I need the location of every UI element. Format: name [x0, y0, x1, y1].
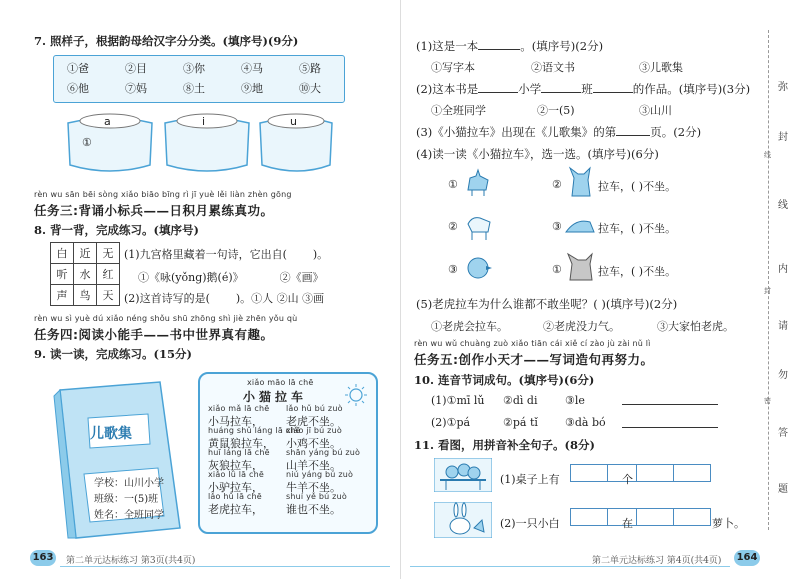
page-number-right: 164 — [734, 550, 760, 566]
binding-line — [768, 30, 770, 530]
wolf-icon — [564, 250, 596, 284]
task4-heading: 任务四:阅读小能手——书中世界真有趣。 — [34, 327, 274, 342]
task5-pinyin: rèn wu wǔ chuàng zuò xiǎo tiān cái xiě cí zào jù zài nǔ lì — [414, 339, 651, 348]
basket-illustrations — [60, 105, 340, 185]
char-item: ⑩大 — [299, 82, 321, 95]
side-char: 请 — [778, 321, 788, 332]
side-small: 密 — [764, 397, 771, 405]
basket-example: ① — [82, 136, 92, 149]
q9-title: 9. 读一读，完成练习。(15分) — [34, 347, 192, 361]
grid-cell: 白 — [51, 243, 74, 264]
q9-4-row1-num1: ① — [448, 178, 458, 191]
q11-s2-middle: 在 — [622, 517, 633, 530]
grid-cell: 天 — [97, 285, 120, 306]
q11-s2-suffix: 萝卜。 — [712, 517, 745, 530]
nine-grid — [50, 242, 120, 306]
char-item: ③你 — [183, 62, 205, 75]
book-class: 班级：一(5)班 — [94, 494, 159, 505]
q7-row1 — [67, 60, 321, 76]
grid-cell: 红 — [97, 264, 120, 285]
q9-2-options: ①全班同学 ②一(5) ③山川 — [431, 104, 672, 117]
q7-title: 7. 照样子，根据韵母给汉字分分类。(填序号)(9分) — [34, 34, 299, 48]
char-item: ②目 — [125, 62, 147, 75]
donkey-icon — [462, 168, 494, 198]
footer-rule-right — [410, 566, 730, 567]
q7-row2 — [67, 80, 321, 96]
side-small: 线 — [764, 151, 771, 159]
q9-1-options: ①写字本 ②语文书 ③儿歌集 — [431, 61, 683, 74]
weasel-icon — [564, 208, 596, 240]
char-item: ⑦妈 — [125, 82, 147, 95]
q9-4-row3-num2: ① — [552, 263, 562, 276]
poem-line: huī láng lā chē shān yáng bú zuò 灰狼拉车， 山羊不坐。 — [208, 448, 361, 472]
basket-label-a: a — [104, 115, 111, 128]
q11-s1-middle: 个 — [622, 473, 633, 486]
poem-title-pinyin: xiǎo māo lā chē — [247, 378, 314, 387]
q8-line2: ①《咏(yǒng)鹅(é)》 ②《画》 — [138, 271, 324, 284]
footer-right: 第二单元达标练习 第4页(共4页) — [592, 556, 722, 566]
q9-2: (2)这本书是 小学 班 的作品。(填序号)(3分) — [416, 82, 751, 96]
q10-title: 10. 连音节词成句。(填序号)(6分) — [414, 373, 595, 387]
cat-icon — [564, 164, 596, 200]
page-divider — [400, 0, 401, 579]
poem-line: huáng shǔ láng lā chēxiǎo jī bú zuò 黄鼠狼拉车， 小鸡不坐。 — [208, 426, 342, 450]
grid-cell: 声 — [51, 285, 74, 306]
q11-s1-prefix: (1)桌子上有 — [500, 473, 560, 486]
page-number-left: 163 — [30, 550, 56, 566]
grid-cell: 鸟 — [74, 285, 97, 306]
q8-title: 8. 背一背，完成练习。(填序号) — [34, 223, 199, 237]
basket-label-i: i — [202, 115, 206, 128]
q9-4-title: (4)读一读《小猫拉车》，选一选。(填序号)(6分) — [416, 147, 659, 161]
task3-pinyin: rèn wu sān bēi sòng xiǎo biāo bīng rì jī yuè lěi liàn zhèn gōng — [34, 190, 292, 199]
char-item: ⑤路 — [299, 62, 321, 75]
grid-cell: 听 — [51, 264, 74, 285]
task5-heading: 任务五:创作小天才——写词造句再努力。 — [414, 352, 654, 367]
q8-line1: (1)九宫格里藏着一句诗，它出自( )。 — [124, 248, 329, 261]
char-item: ①爸 — [67, 62, 89, 75]
book-name: 姓名：全班同学 — [94, 510, 164, 521]
side-char: 封 — [778, 132, 788, 143]
q11-title: 11. 看图，用拼音补全句子。(8分) — [414, 438, 595, 452]
side-char: 内 — [778, 264, 788, 275]
side-char: 勿 — [778, 370, 788, 381]
goat-icon — [462, 210, 494, 242]
q9-4-row3-num1: ③ — [448, 263, 458, 276]
q11-s2-prefix: (2)一只小白 — [500, 517, 560, 530]
basket-label-u: u — [290, 115, 297, 128]
footer-rule-left — [60, 566, 390, 567]
book-school: 学校：山川小学 — [94, 478, 164, 489]
q9-4-row2-num1: ② — [448, 220, 458, 233]
side-char: 答 — [778, 428, 788, 439]
task3-heading: 任务三:背诵小标兵——日积月累练真功。 — [34, 203, 274, 218]
q10-row1: (1)①mī lǔ ②dì di ③le — [431, 394, 585, 407]
q8-line3: (2)这首诗写的是( )。①人 ②山 ③画 — [124, 292, 325, 305]
q9-4-row2-text: 拉车，( )不坐。 — [598, 222, 677, 235]
poem-line: xiǎo lǘ lā chē niú yáng bú zuò 小驴拉车， 牛羊不坐。 — [208, 470, 354, 494]
poem-line: lǎo hǔ lā chē shuí yě bú zuò 老虎拉车， 谁也不坐。 — [208, 492, 347, 516]
poem-title: 小猫拉车 — [243, 390, 308, 404]
char-item: ⑨地 — [241, 82, 263, 95]
chick-icon — [462, 252, 494, 282]
grid-cell: 水 — [74, 264, 97, 285]
q10-row2: (2)①pá ②pá tǐ ③dà bó — [431, 416, 606, 429]
rabbit-radish-picture — [434, 502, 492, 538]
q10-answer-line-2[interactable] — [622, 427, 718, 428]
side-char: 题 — [778, 484, 788, 495]
q9-4-row3-text: 拉车，( )不坐。 — [598, 265, 677, 278]
q9-4-row1-text: 拉车，( )不坐。 — [598, 180, 677, 193]
q9-4-row2-num2: ③ — [552, 220, 562, 233]
char-item: ④马 — [241, 62, 263, 75]
q11-s2-box2[interactable] — [636, 506, 711, 526]
q10-answer-line-1[interactable] — [622, 404, 718, 405]
poem-lines — [208, 404, 378, 514]
task4-pinyin: rèn wu sì yuè dú xiǎo néng shǒu shū zhōng shì jiè zhēn yǒu qù — [34, 314, 298, 323]
grid-cell: 无 — [97, 243, 120, 264]
q9-4-row1-num2: ② — [552, 178, 562, 191]
side-char: 线 — [778, 200, 788, 211]
q11-s1-box1[interactable] — [570, 462, 645, 482]
side-small: 封 — [764, 287, 771, 295]
q9-1: (1)这是一本 。(填序号)(2分) — [416, 39, 604, 53]
book-title: 儿歌集 — [90, 426, 132, 442]
side-char: 弥 — [778, 82, 788, 93]
q11-s1-box2[interactable] — [636, 462, 711, 482]
q9-5-title: (5)老虎拉车为什么谁都不敢坐呢？( )(填序号)(2分) — [416, 297, 678, 311]
char-item: ⑧土 — [183, 82, 205, 95]
poem-line: xiǎo mǎ lā chē lǎo hǔ bú zuò 小马拉车， 老虎不坐。 — [208, 404, 343, 428]
table-peaches-picture — [434, 458, 492, 492]
q9-5-options: ①老虎会拉车。 ②老虎没力气。 ③大家怕老虎。 — [431, 320, 734, 333]
grid-cell: 近 — [74, 243, 97, 264]
q9-3: (3)《小猫拉车》出现在《儿歌集》的第 页。(2分) — [416, 125, 702, 139]
footer-left: 第二单元达标练习 第3页(共4页) — [66, 556, 196, 566]
char-item: ⑥他 — [67, 82, 89, 95]
q11-s2-box1[interactable] — [570, 506, 645, 526]
